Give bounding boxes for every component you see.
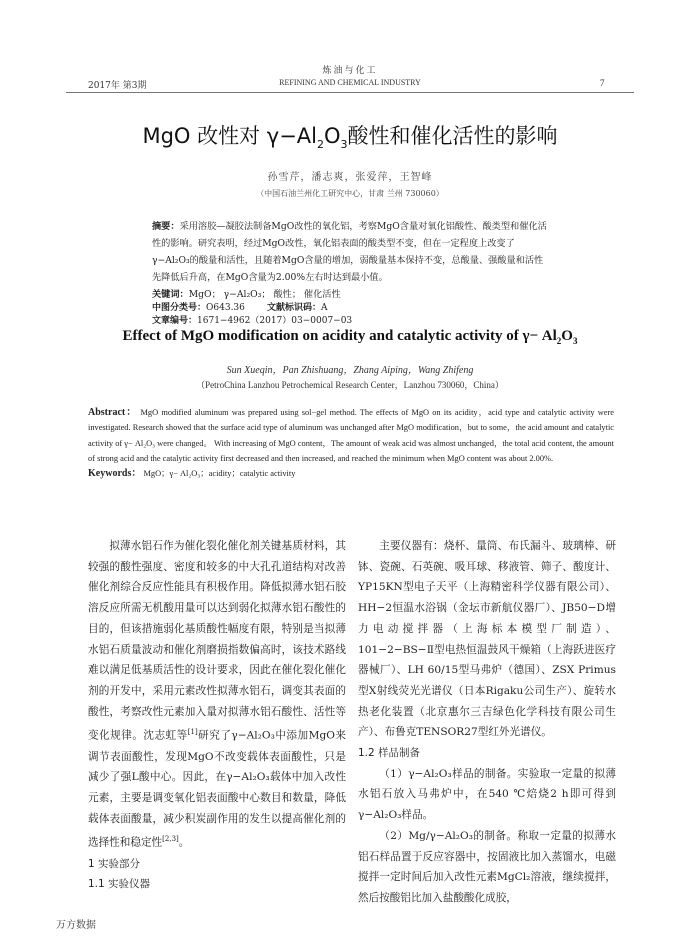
affiliation-en: （PetroChina Lanzhou Petrochemical Research Center，Lanzhou 730060，China） — [196, 380, 504, 390]
title-cn-part: 酸性和催化活性的影响 — [347, 124, 558, 148]
abstract-cn — [152, 218, 552, 303]
title-en-subscript: 3 — [572, 336, 578, 346]
doc-code-value: A — [321, 303, 328, 313]
title-cn-part: O — [324, 124, 341, 148]
abstract-en — [88, 405, 614, 481]
title-en-subscript: 2 — [556, 336, 562, 346]
section-heading-1: 1 实验部分 — [88, 857, 141, 870]
prep-paragraph-2: （2）Mg/γ−Al₂O₃的制备。称取一定量的拟薄水铝石样品置于反应容器中，按固液比加入蒸馏水，电磁搅拌一定时间后加入改性元素MgCl₂溶液，继续搅拌，然后按酸铝比加入盐酸酸化成胶， — [358, 829, 616, 904]
section-heading-1-1: 1.1 实验仪器 — [88, 878, 151, 891]
journal-title-en: REFINING AND CHEMICAL INDUSTRY — [279, 78, 421, 87]
journal-title-cn: 炼油与化工 — [322, 66, 378, 76]
intro-paragraph — [88, 536, 346, 854]
section-heading-1-2: 1.2 样品制备 — [358, 747, 421, 760]
article-number-value: 1671−4962（2017）03−0007−03 — [197, 316, 353, 326]
intro-text: 。 — [178, 836, 190, 849]
article-title-cn — [0, 120, 700, 151]
keywords-en-label: Keywords： — [88, 468, 142, 480]
header-rule — [66, 92, 634, 93]
abstract-en-text: MgO modified aluminum was prepared using sol−gel method. The effects of MgO on its acidity，acid type and catalytic activity were investigated. Research showed that the surface acid type of aluminum was unchanged after MgO modification，but to some，the acid amount and catalytic activity of γ− Al₂O₃ were changed。 With increasing of MgO content，The amount of weak acid was almost unchanged，the total acid content, the amount of strong acid and the catalytic activity first decreased and then increased, and reached the minimum when MgO content was about 2.00%. — [88, 408, 615, 463]
article-number-label: 文章编号： — [152, 316, 198, 326]
title-cn-part: MgO 改性对 γ−Al — [142, 124, 318, 148]
prep-paragraph-1: （1）γ−Al₂O₃样品的制备。实验取一定量的拟薄水铝石放入马弗炉中，在540 ℃焙烧2 h即可得到γ−Al₂O₃样品。 — [358, 767, 616, 822]
keywords-cn-text: MgO； γ−Al₂O₃； 酸性； 催化活性 — [188, 289, 341, 300]
title-en-part: Effect of MgO modification on acidity and catalytic activity of γ− Al — [122, 328, 557, 344]
keywords-cn-label: 关键词： — [152, 289, 189, 300]
authors-en: Sun Xueqin，Pan Zhishuang，Zhang Aiping，Wang Zhifeng — [226, 365, 474, 376]
citation-ref: [1] — [187, 728, 198, 737]
intro-text: 拟薄水铝石作为催化裂化催化剂关键基质材料，其较强的酸性强度、密度和较多的中大孔孔道结构对改善催化剂综合反应性能具有积极作用。降低拟薄水铝石胶溶反应所需无机酸用量可以达到弱化拟薄水铝石酸性的目的，但该措施弱化基质酸性幅度有限，特别是当拟薄水铝石质量波动和催化剂磨损指数偏高时，该技术路线难以满足低基质活性的设计要求，因此在催化裂化催化剂的开发中，采用元素改性拟薄水铝石，调变其表面的酸性，考察改性元素加入量对拟薄水铝石酸性、活性等变化规律。沈志虹等 — [88, 540, 346, 742]
body-column-right — [358, 536, 616, 909]
affiliation-cn: （中国石油兰州化工研究中心，甘肃 兰州 730060） — [256, 189, 444, 198]
title-cn-subscript: 3 — [340, 138, 348, 152]
body-column-left — [88, 536, 346, 895]
keywords-en-text: MgO；γ− Al₂O₃；acidity；catalytic activity — [143, 469, 296, 479]
watermark: 万方数据 — [56, 920, 96, 931]
clc-code — [152, 300, 267, 313]
instruments-paragraph: 主要仪器有：烧杯、量筒、布氏漏斗、玻璃棒、研钵、瓷碗、石英碗、吸耳球、移液管、筛子、酸度计、YP15KN型电子天平（上海精密科学仪器有限公司）、HH−2恒温水浴锅（金坛市新航仪器厂）、JB50−D增力电动搅拌器（上海标本模型厂制造）、101−2−BS−Ⅱ型电热恒温鼓风干燥箱（上海跃进医疗器械厂）、LH 60/15型马弗炉（德国）、ZSX Primus型X射线荧光光谱仪（日本Rigaku公司生产）、旋转水热老化装置（北京惠尔三吉绿色化学科技有限公司生产）、布鲁克TENSOR27型红外光谱仪。 — [358, 540, 616, 739]
title-en-part: O — [561, 328, 573, 344]
abstract-en-label: Abstract： — [88, 407, 138, 418]
page-number: 7 — [600, 78, 605, 88]
doc-code — [267, 300, 407, 313]
authors-cn: 孙雪芹，潘志爽，张爱萍，王智峰 — [267, 172, 433, 183]
clc-label: 中图分类号： — [152, 303, 207, 313]
article-title-en — [0, 328, 700, 346]
clc-value: O643.36 — [206, 303, 245, 313]
abstract-cn-label: 摘要： — [152, 221, 180, 232]
citation-ref: [2,3] — [162, 835, 179, 844]
abstract-cn-text: 采用溶胶—凝胶法制备MgO改性的氧化铝，考察MgO含量对氧化铝酸性、酸类型和催化活性的影响。研究表明，经过MgO改性，氧化铝表面的酸类型不变，但在一定程度上改变了γ−Al₂O₃的酸量和活性，且随着MgO含量的增加，弱酸量基本保持不变，总酸量、强酸量和活性先降低后升高，在MgO含量为2.00%左右时达到最小值。 — [152, 221, 547, 283]
doc-code-label: 文献标识码： — [267, 303, 322, 313]
title-cn-subscript: 2 — [317, 138, 325, 152]
issue-label: 2017年 第3期 — [88, 81, 147, 91]
intro-text: 研究了γ−Al₂O₃中添加MgO来调节表面酸性，发现MgO不改变载体表面酸性，只是减少了强L酸中心。因此，在γ−Al₂O₃载体中加入改性元素，主要是调变氧化铝表面酸中心数目和数量，降低载体表面酸量，减少积炭副作用的发生以提高催化剂的选择性和稳定性 — [88, 729, 346, 849]
article-number — [152, 313, 352, 326]
classification-row — [152, 300, 572, 326]
